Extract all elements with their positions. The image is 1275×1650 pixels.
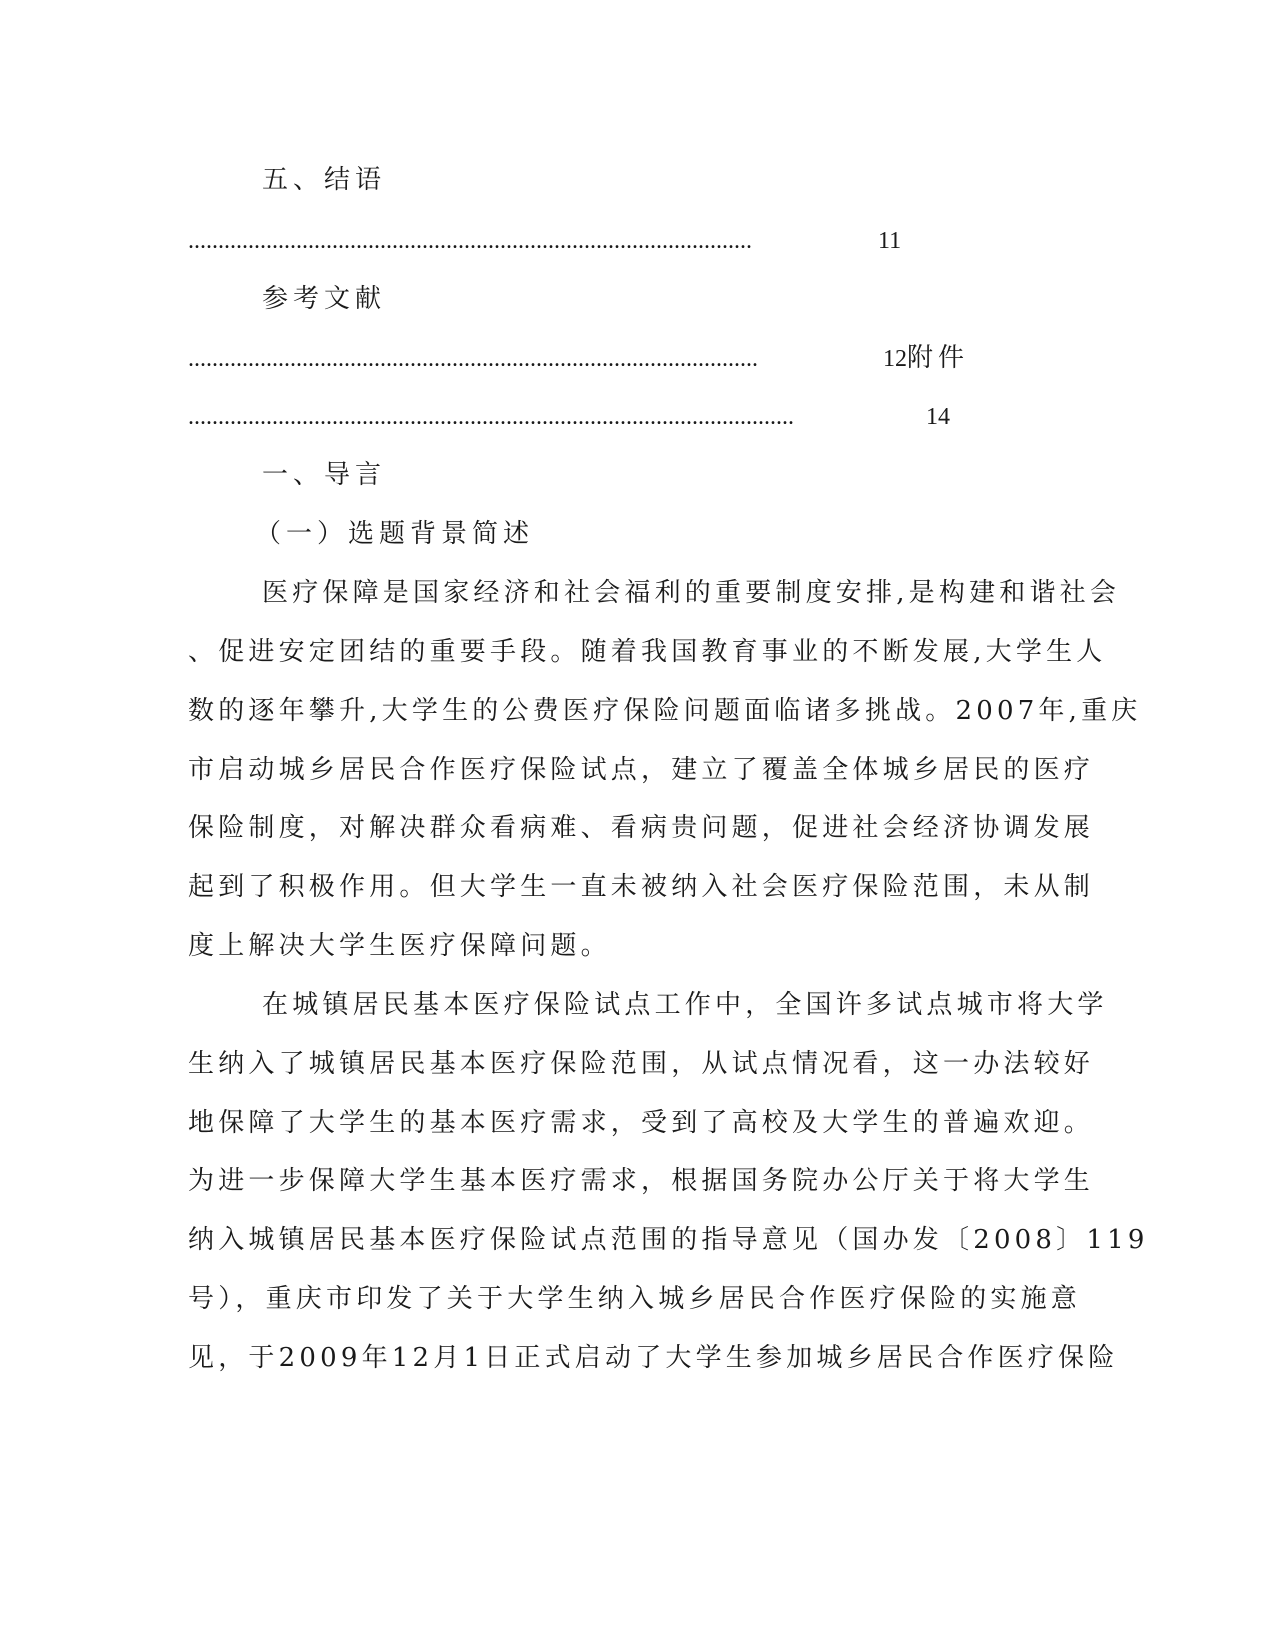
dot-leader: ..................................................................................................... — [188, 404, 794, 430]
dot-leader: .............................................................................................. — [188, 228, 752, 254]
paragraph-line: 地保障了大学生的基本医疗需求，受到了高校及大学生的普遍欢迎。 — [188, 1108, 1095, 1138]
toc-appendix-leader-line — [188, 400, 968, 434]
toc-references-leader-line — [188, 341, 988, 376]
paragraph-line: 、促进安定团结的重要手段。随着我国教育事业的不断发展,大学生人 — [188, 637, 1107, 667]
paragraph-line: 数的逐年攀升,大学生的公费医疗保险问题面临诸多挑战。2007年,重庆 — [188, 696, 1142, 726]
paragraph-line: 在城镇居民基本医疗保险试点工作中，全国许多试点城市将大学 — [262, 990, 1108, 1020]
paragraph-line: 起到了积极作用。但大学生一直未被纳入社会医疗保险范围，未从制 — [188, 872, 1095, 902]
paragraph-line: 市启动城乡居民合作医疗保险试点，建立了覆盖全体城乡居民的医疗 — [188, 755, 1095, 785]
dot-leader: ............................................................................................... — [188, 346, 758, 372]
paragraph-line: 为进一步保障大学生基本医疗需求，根据国务院办公厅关于将大学生 — [188, 1166, 1095, 1196]
toc-page-number: 14 — [926, 404, 950, 430]
toc-page-number: 12 — [883, 346, 907, 372]
toc-conclusion-heading: 五、结语 — [262, 165, 387, 195]
paragraph-line: 生纳入了城镇居民基本医疗保险范围，从试点情况看，这一办法较好 — [188, 1049, 1095, 1079]
toc-appendix-label: 附件 — [907, 343, 970, 373]
paragraph-line: 见，于2009年12月1日正式启动了大学生参加城乡居民合作医疗保险 — [188, 1343, 1119, 1373]
paragraph-line: 保险制度，对解决群众看病难、看病贵问题，促进社会经济协调发展 — [188, 813, 1095, 843]
toc-references-heading: 参考文献 — [262, 284, 387, 314]
paragraph-line: 号），重庆市印发了关于大学生纳入城乡居民合作医疗保险的实施意 — [188, 1284, 1082, 1314]
paragraph-line: 纳入城镇居民基本医疗保险试点范围的指导意见（国办发〔2008〕119 — [188, 1225, 1149, 1255]
subsection-heading: （一）选题背景简述 — [255, 519, 535, 549]
toc-conclusion-leader-line — [188, 224, 928, 258]
section-heading: 一、导言 — [262, 460, 387, 490]
paragraph-line: 医疗保障是国家经济和社会福利的重要制度安排,是构建和谐社会 — [262, 578, 1121, 608]
paragraph-line: 度上解决大学生医疗保障问题。 — [188, 931, 611, 961]
toc-page-number: 11 — [878, 228, 902, 254]
